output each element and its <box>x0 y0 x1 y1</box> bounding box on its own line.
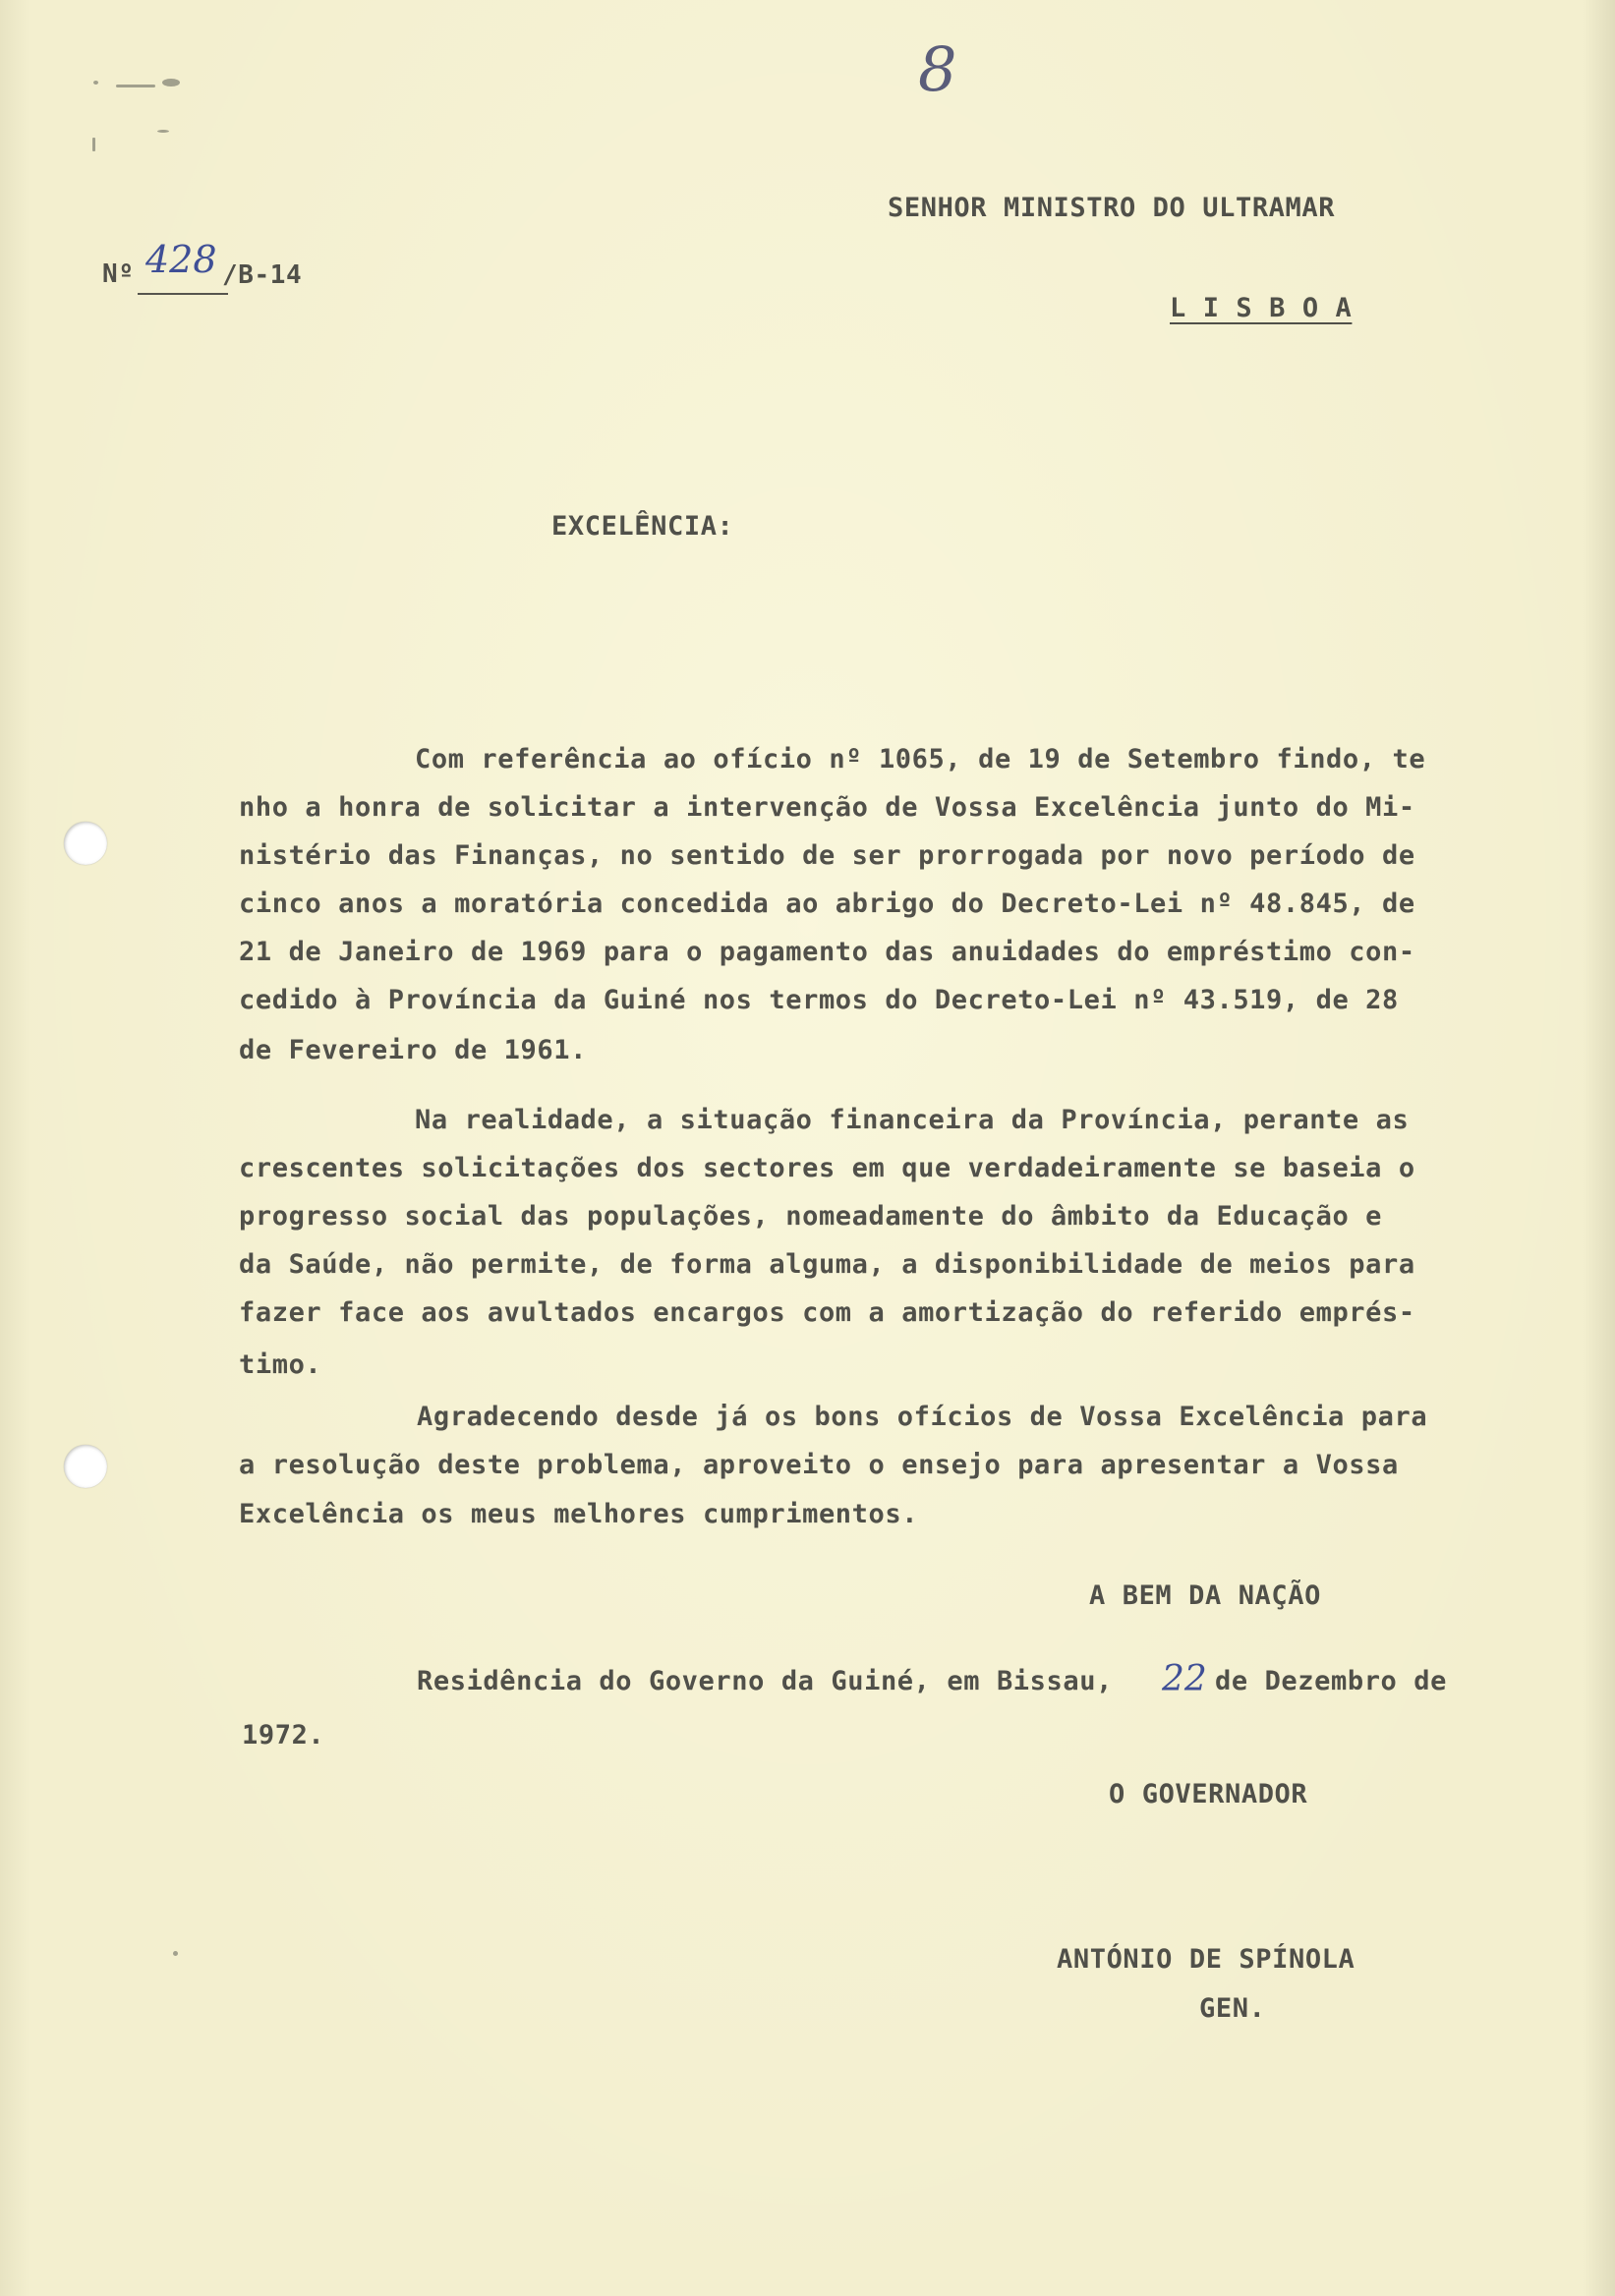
body-line: cinco anos a moratória concedida ao abrigo do Decreto-Lei nº 48.845, de <box>239 889 1415 919</box>
ink-speck <box>157 130 169 133</box>
place-date-month: de Dezembro de <box>1215 1666 1447 1696</box>
signatory-rank: GEN. <box>1199 1993 1266 2024</box>
addressee-city: L I S B O A <box>1170 293 1353 323</box>
salutation: EXCELÊNCIA: <box>551 511 734 542</box>
date-day-handwritten: 22 <box>1162 1659 1207 1699</box>
ink-speck <box>92 138 95 151</box>
body-line: progresso social das populações, nomeadamente do âmbito da Educação e <box>239 1201 1383 1232</box>
body-line: crescentes solicitações dos sectores em que verdadeiramente se baseia o <box>239 1153 1415 1183</box>
closing-formula: A BEM DA NAÇÃO <box>1089 1580 1321 1611</box>
body-line: Agradecendo desde já os bons ofícios de Vossa Excelência para <box>417 1402 1428 1432</box>
body-line: Com referência ao ofício nº 1065, de 19 de Setembro findo, te <box>415 744 1426 775</box>
ink-speck <box>93 81 98 85</box>
body-line: timo. <box>239 1349 322 1380</box>
ink-speck <box>162 79 180 86</box>
page-number-handwritten: 8 <box>918 33 957 105</box>
body-line: cedido à Província da Guiné nos termos do Decreto-Lei nº 43.519, de 28 <box>239 985 1399 1015</box>
addressee-line1: SENHOR MINISTRO DO ULTRAMAR <box>888 193 1336 223</box>
body-line: Excelência os meus melhores cumprimentos. <box>239 1499 919 1529</box>
signatory-title: O GOVERNADOR <box>1109 1779 1308 1809</box>
signatory-name: ANTÓNIO DE SPÍNOLA <box>1057 1944 1355 1975</box>
body-line: nistério das Finanças, no sentido de ser prorrogada por novo período de <box>239 840 1415 871</box>
body-line: de Fevereiro de 1961. <box>239 1035 587 1065</box>
place-date-text: Residência do Governo da Guiné, em Bissau, <box>417 1666 1129 1696</box>
body-line: 21 de Janeiro de 1969 para o pagamento das anuidades do empréstimo con- <box>239 937 1415 967</box>
reference-number-handwritten: 428 <box>145 238 217 281</box>
punch-hole-bottom <box>64 1445 107 1488</box>
body-line: da Saúde, não permite, de forma alguma, a disponibilidade de meios para <box>239 1249 1415 1280</box>
reference-prefix: Nº <box>102 259 135 289</box>
body-line: nho a honra de solicitar a intervenção de Vossa Excelência junto do Mi- <box>239 792 1415 823</box>
ink-speck <box>173 1951 178 1956</box>
body-line: a resolução deste problema, aproveito o ensejo para apresentar a Vossa <box>239 1450 1399 1480</box>
ink-speck <box>116 85 155 87</box>
body-line: Na realidade, a situação financeira da Província, perante as <box>415 1105 1410 1135</box>
place-date-year: 1972. <box>242 1720 325 1751</box>
punch-hole-top <box>64 822 107 865</box>
body-line: fazer face aos avultados encargos com a amortização do referido emprés- <box>239 1297 1415 1328</box>
reference-underline <box>138 293 228 295</box>
reference-suffix: /B-14 <box>222 260 303 290</box>
